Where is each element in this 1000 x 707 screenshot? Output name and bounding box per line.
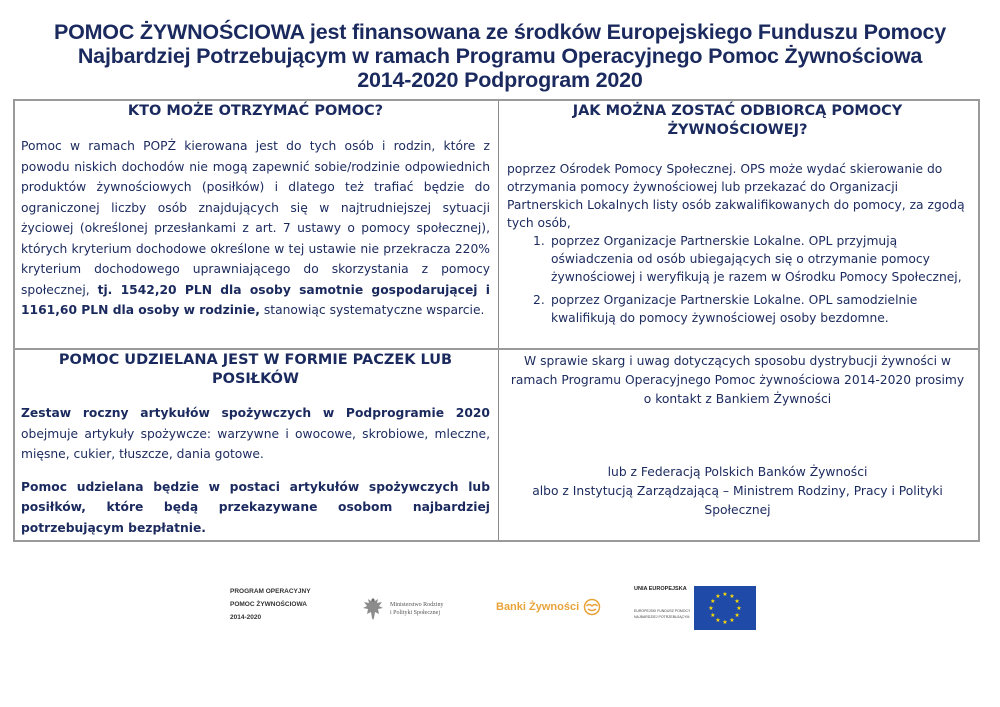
popz-line-2: POMOC ŻYWNOŚCIOWA xyxy=(230,601,307,608)
eu-star-icon: ★ xyxy=(729,592,735,600)
eu-sub-line-1: EUROPEJSKI FUNDUSZ POMOCY xyxy=(634,609,691,613)
food-bank-icon xyxy=(583,598,601,616)
banki-text: Banki Żywności xyxy=(496,601,580,613)
popz-line-1: PROGRAM OPERACYJNY xyxy=(230,588,311,595)
banki-zywnosci-logo xyxy=(496,598,601,616)
how-heading xyxy=(507,102,968,140)
complaints-cell xyxy=(499,350,978,540)
form-heading-line-1: POMOC UDZIELANA JEST W FORMIE PACZEK LUB xyxy=(58,352,453,368)
who-text-plain: Pomoc w ramach POPŻ kierowana jest do tych osób i rodzin, które z powodu niskich dochodów nie mogą zapewnić sobie/rodzinie odpowiednich produktów żywnościowych (posiłków) i dlatego też trafiać będzie do ograniczonej liczby osób znajdujących się w najtrudniejszej sytuacji życiowej (określonej przesłankami z art. 7 ustawy o pomocy społecznej), których kryterium dochodowe określone w tej ustawie nie przekracza 220% kryterium dochodowego uprawniającego do skorzystania z pomocy społecznej, xyxy=(21,139,490,297)
eu-star-icon: ★ xyxy=(722,591,728,598)
eu-star-icon: ★ xyxy=(722,619,728,626)
how-list-item xyxy=(533,291,968,327)
eu-star-icon: ★ xyxy=(710,612,716,619)
list-number: 2. xyxy=(533,293,545,307)
eu-star-icon: ★ xyxy=(715,592,721,600)
how-heading-line-2: ŻYWNOŚCIOWEJ? xyxy=(667,122,808,138)
how-list xyxy=(507,232,968,327)
who-text xyxy=(21,136,490,321)
eu-star-icon: ★ xyxy=(708,605,714,612)
form-para2-bold: Pomoc udzielana będzie w postaci artykułów spożywczych lub posiłków, które będą przekazywane osobom najbardziej potrzebującym bezpłatnie. xyxy=(21,479,490,535)
ministry-text xyxy=(390,601,444,617)
form-paragraph-1 xyxy=(21,403,490,465)
who-text-bold: tj. 1542,20 PLN dla osoby samotnie gospodarującej i 1161,60 PLN dla osoby w rodzinie, xyxy=(21,282,490,317)
ministry-line-2: i Polityki Społecznej xyxy=(390,610,440,616)
complaints-line-2: albo z Instytucją Zarządzającą – Ministrem Rodziny, Pracy i Polityki xyxy=(532,484,943,498)
ministry-logo xyxy=(362,594,444,624)
who-text-end: stanowiąc systematyczne wsparcie. xyxy=(259,303,485,317)
eu-sub-line-2: NAJBARDZIEJ POTRZEBUJĄCYM xyxy=(634,615,690,619)
complaints-line-1: lub z Federacją Polskich Banków Żywności xyxy=(607,465,868,479)
footer-logos xyxy=(0,570,1000,650)
how-to-become-recipient-cell xyxy=(499,101,978,348)
title-line-2: Najbardziej Potrzebującym w ramach Programu Operacyjnego Pomoc Żywnościowa xyxy=(77,44,923,68)
eu-star-icon: ★ xyxy=(734,598,740,605)
complaints-paragraph-1: W sprawie skarg i uwag dotyczących sposobu dystrybucji żywności w ramach Programu Operacyjnego Pomoc żywnościowa 2014-2020 prosimy o kontakt z Bankiem Żywności xyxy=(510,354,965,406)
popz-logo xyxy=(230,585,311,624)
form-paragraph-2 xyxy=(21,477,490,539)
who-heading: KTO MOŻE OTRZYMAĆ POMOC? xyxy=(127,103,384,119)
complaints-line-3: Społecznej xyxy=(704,503,771,517)
who-can-receive-cell xyxy=(15,101,498,348)
popz-line-3: 2014-2020 xyxy=(230,614,262,621)
eu-star-icon: ★ xyxy=(734,612,740,619)
list-number: 1. xyxy=(533,234,545,248)
how-intro: poprzez Ośrodek Pomocy Społecznej. OPS może wydać skierowanie do otrzymania pomocy żywnościowej lub przekazać do Organizacji Partnerskich Lokalnych listy osób zakwalifikowanych do pomocy, za zgodą tych osób, xyxy=(507,162,965,230)
complaints-paragraph-2 xyxy=(507,463,968,520)
polish-eagle-icon xyxy=(362,596,384,622)
eu-title: UNIA EUROPEJSKA xyxy=(634,586,687,592)
how-list-item xyxy=(533,232,968,286)
eu-star-icon: ★ xyxy=(736,605,742,612)
title-line-3: 2014-2020 Podprogram 2020 xyxy=(357,68,643,92)
how-heading-line-1: JAK MOŻNA ZOSTAĆ ODBIORCĄ POMOCY xyxy=(572,103,903,119)
eu-star-icon: ★ xyxy=(729,617,735,625)
form-para1-bold: Zestaw roczny artykułów spożywczych w Podprogramie 2020 xyxy=(21,406,490,420)
eu-flag-icon xyxy=(694,586,756,630)
form-heading-line-2: POSIŁKÓW xyxy=(211,371,299,387)
title-line-1: POMOC ŻYWNOŚCIOWA jest finansowana ze środków Europejskiego Funduszu Pomocy xyxy=(53,20,947,44)
form-heading xyxy=(21,351,490,389)
list-item-text: poprzez Organizacje Partnerskie Lokalne. OPL samodzielnie kwalifikują do pomocy żywnościowej osoby bezdomne. xyxy=(551,293,918,325)
list-item-text: poprzez Organizacje Partnerskie Lokalne. OPL przyjmują oświadczenia od osób ubiegających się o otrzymanie pomocy żywnościowej i weryfikują je razem w Ośrodku Pomocy Społecznej, xyxy=(551,234,962,284)
eu-subtitle xyxy=(634,608,694,620)
form-of-help-cell xyxy=(15,350,498,540)
eu-logo xyxy=(634,586,764,632)
ministry-line-1: Ministerstwo Rodziny xyxy=(390,602,444,608)
info-table xyxy=(13,99,980,542)
form-para1-rest: obejmuje artykuły spożywcze: warzywne i owocowe, skrobiowe, mleczne, mięsne, cukier, tłuszcze, dania gotowe. xyxy=(21,426,490,461)
page-title xyxy=(0,20,1000,92)
eu-star-icon: ★ xyxy=(715,617,721,625)
eu-star-icon: ★ xyxy=(710,598,716,605)
